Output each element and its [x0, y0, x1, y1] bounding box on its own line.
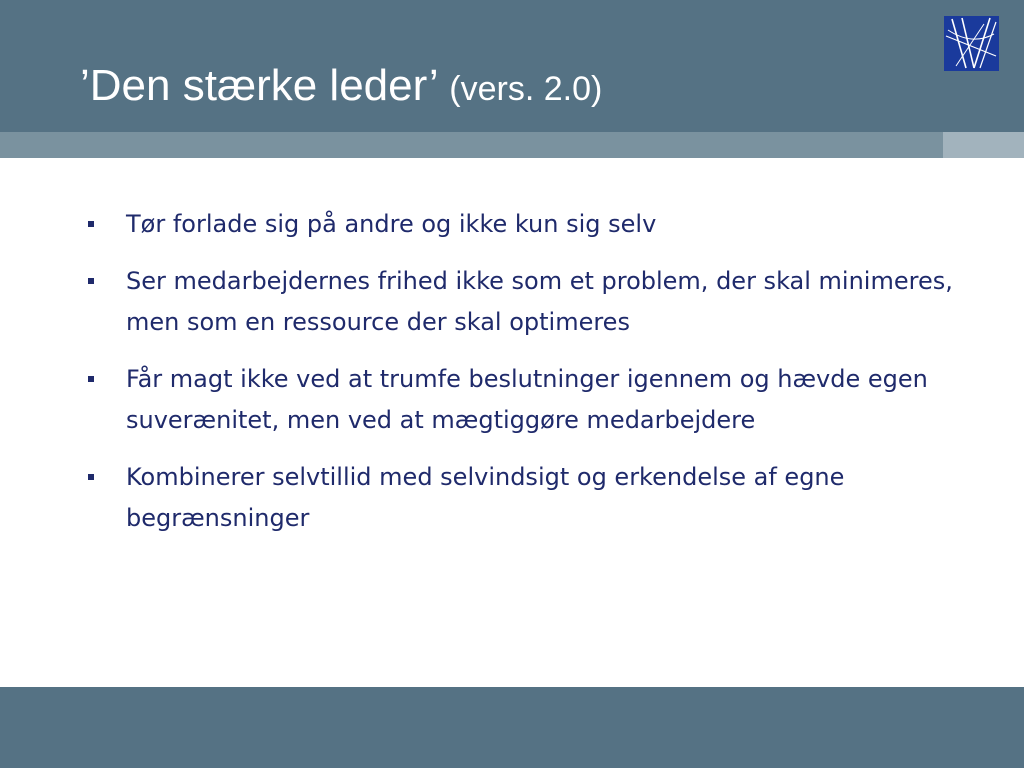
header-band — [0, 132, 943, 158]
slide-title-version: (vers. 2.0) — [449, 70, 603, 108]
bullet-text: Får magt ikke ved at trumfe beslutninger igennem og hævde egen suverænitet, men ved at mægtiggøre medarbejdere — [126, 365, 928, 434]
bullet-text: Ser medarbejdernes frihed ikke som et problem, der skal minimeres, men som en ressource der skal optimeres — [126, 267, 953, 336]
header-band-accent — [943, 132, 1024, 158]
bullet-marker — [88, 376, 94, 382]
bullet-marker — [88, 278, 94, 284]
bullet-text: Tør forlade sig på andre og ikke kun sig selv — [126, 210, 657, 238]
university-logo-icon — [944, 16, 999, 71]
bullet-item — [88, 261, 958, 343]
bullet-list — [88, 204, 958, 555]
bullet-text: Kombinerer selvtillid med selvindsigt og erkendelse af egne begrænsninger — [126, 463, 845, 532]
bullet-item — [88, 359, 958, 441]
bullet-item — [88, 457, 958, 539]
bullet-marker — [88, 474, 94, 480]
bullet-item — [88, 204, 958, 245]
bullet-marker — [88, 221, 94, 227]
slide-footer — [0, 687, 1024, 768]
slide-title-main: ’Den stærke leder’ — [80, 61, 438, 110]
slide-header — [0, 0, 1024, 132]
slide-title — [80, 60, 602, 115]
